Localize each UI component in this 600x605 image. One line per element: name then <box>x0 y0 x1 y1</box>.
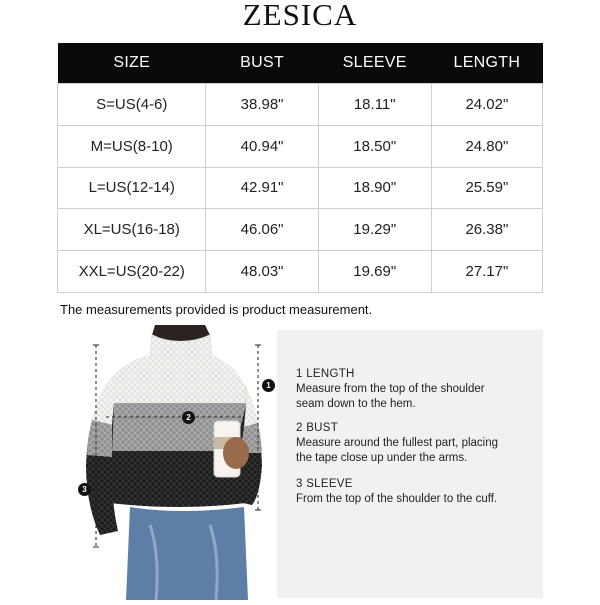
instruction-bust-line2: the tape close up under the arms. <box>296 452 468 464</box>
header-sleeve: SLEEVE <box>318 43 431 84</box>
header-length: LENGTH <box>431 43 542 84</box>
cell-size: M=US(8-10) <box>58 125 206 167</box>
instruction-sleeve <box>296 477 497 507</box>
instruction-sleeve-title: 3 SLEEVE <box>296 478 353 490</box>
cell-bust: 40.94" <box>206 125 318 167</box>
instruction-bust-title: 2 BUST <box>296 422 339 434</box>
cell-length: 25.59" <box>431 167 542 209</box>
size-chart-table <box>57 43 543 293</box>
instruction-bust-line1: Measure around the fullest part, placing <box>296 437 499 449</box>
cell-bust: 42.91" <box>206 167 318 209</box>
marker-3: 3 <box>78 483 91 496</box>
cell-bust: 46.06" <box>206 209 318 251</box>
brand-logo: ZESICA <box>242 0 358 32</box>
instruction-sleeve-line1: From the top of the shoulder to the cuff. <box>296 493 498 505</box>
cell-sleeve: 18.90" <box>318 167 431 209</box>
table-row <box>58 167 543 209</box>
table-row <box>58 251 543 293</box>
cell-size: L=US(12-14) <box>58 167 206 209</box>
instruction-length-line1: Measure from the top of the shoulder <box>296 383 485 395</box>
cell-sleeve: 19.29" <box>318 209 431 251</box>
marker-1: 1 <box>262 379 275 392</box>
cell-sleeve: 19.69" <box>318 251 431 293</box>
marker-2: 2 <box>182 411 195 424</box>
instruction-length-title: 1 LENGTH <box>296 368 355 380</box>
header-bust: BUST <box>206 43 318 84</box>
cell-size: XL=US(16-18) <box>58 209 206 251</box>
instruction-bust <box>296 421 498 466</box>
cell-length: 24.80" <box>431 125 542 167</box>
cell-length: 24.02" <box>431 84 542 126</box>
measurement-note: The measurements provided is product measurement. <box>60 302 373 317</box>
cell-bust: 38.98" <box>206 84 318 126</box>
sweater-model-image <box>60 325 275 600</box>
sweater-illustration <box>60 325 275 600</box>
cell-length: 27.17" <box>431 251 542 293</box>
cell-length: 26.38" <box>431 209 542 251</box>
instruction-length <box>296 367 485 412</box>
table-row <box>58 84 543 126</box>
cell-size: S=US(4-6) <box>58 84 206 126</box>
table-row <box>58 125 543 167</box>
header-size: SIZE <box>58 43 206 84</box>
table-header-row <box>58 43 543 84</box>
cell-sleeve: 18.50" <box>318 125 431 167</box>
cell-sleeve: 18.11" <box>318 84 431 126</box>
cell-bust: 48.03" <box>206 251 318 293</box>
cell-size: XXL=US(20-22) <box>58 251 206 293</box>
table-row <box>58 209 543 251</box>
instruction-length-line2: seam down to the hem. <box>296 398 416 410</box>
